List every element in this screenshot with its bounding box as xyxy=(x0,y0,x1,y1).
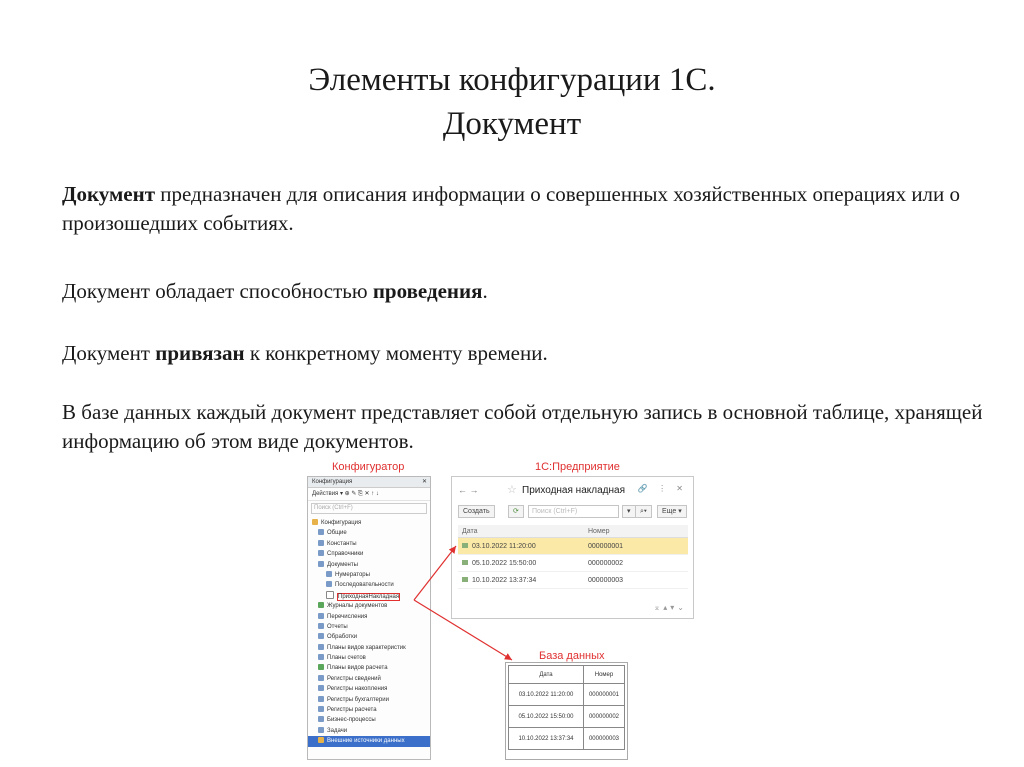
tree-item-label: Справочники xyxy=(327,551,364,558)
tree-item-label: Конфигурация xyxy=(321,520,362,526)
search-input[interactable]: Поиск (Ctrl+F) xyxy=(528,505,619,518)
tree-item-label: Обработки xyxy=(327,634,358,641)
tree-item-label: Регистры сведений xyxy=(327,675,381,682)
tree-item-label: Нумераторы xyxy=(335,571,370,578)
star-icon[interactable]: ☆ xyxy=(507,484,517,496)
db-cell-number: 000000002 xyxy=(584,706,625,728)
search-button[interactable]: ⌕▾ xyxy=(635,505,652,518)
tree-item-label: Планы видов расчета xyxy=(327,665,388,672)
tree-item-label: Задачи xyxy=(327,727,348,734)
column-header-date[interactable]: Дата xyxy=(458,525,584,538)
db-column-number: Номер xyxy=(584,666,625,684)
tree-item-label: Регистры расчета xyxy=(327,707,377,714)
bold-term: привязан xyxy=(155,341,245,365)
tree-item-label: Документы xyxy=(327,561,358,568)
caption-configurator: Конфигуратор xyxy=(332,461,405,473)
tree-item-label: ПриходнаяНакладная xyxy=(338,593,400,600)
arrow-to-enterprise xyxy=(414,546,456,600)
nav-arrows-icon[interactable]: ← → xyxy=(458,485,479,495)
configurator-search-input[interactable]: Поиск (Ctrl+F) xyxy=(311,503,427,514)
cell-number: 000000001 xyxy=(584,538,688,555)
db-cell-date: 05.10.2022 15:50:00 xyxy=(509,706,584,728)
paragraph-text: Документ xyxy=(62,341,156,365)
paragraph-text: предназначен для описания информации о совершенных хозяйственных операциях или о произошедших событиях. xyxy=(62,182,961,235)
tree-item-label: Внешние источники данных xyxy=(327,738,405,745)
title-line-1: Элементы конфигурации 1С. xyxy=(308,62,716,98)
tree-item-label: Планы счетов xyxy=(327,655,366,662)
db-cell-date: 10.10.2022 13:37:34 xyxy=(509,728,584,750)
tree-item-label: Константы xyxy=(327,540,357,547)
db-cell-number: 000000001 xyxy=(584,684,625,706)
date-text: 05.10.2022 15:50:00 xyxy=(472,559,537,567)
create-button[interactable]: Создать xyxy=(458,505,495,518)
tree-item-label: Журналы документов xyxy=(327,603,388,610)
bold-term: проведения xyxy=(372,279,483,303)
cell-number: 000000003 xyxy=(584,572,688,589)
tree-item-label: Регистры накопления xyxy=(327,686,388,693)
scroll-arrows-icon[interactable]: ⌅▴▾⌄ xyxy=(653,603,687,612)
db-cell-number: 000000003 xyxy=(584,728,625,750)
tree-item-label: Отчеты xyxy=(327,623,348,630)
caption-database: База данных xyxy=(539,650,605,662)
cell-number: 000000002 xyxy=(584,555,688,572)
paragraph-database: В базе данных каждый документ представляет собой отдельную запись в основной таблице, хранящей информацию об этом виде документов. xyxy=(62,400,983,453)
column-header-number[interactable]: Номер xyxy=(584,525,688,538)
paragraph-text: Документ обладает способностью xyxy=(62,279,373,303)
db-column-date: Дата xyxy=(509,666,584,684)
tree-item-label: Последовательности xyxy=(335,582,394,589)
tree-item-label: Регистры бухгалтерии xyxy=(327,696,389,703)
configurator-toolbar[interactable]: Действия ▾ ⊕ ✎ ⎘ ✕ ↑ ↓ xyxy=(308,488,430,501)
more-button[interactable]: Еще ▾ xyxy=(657,505,687,518)
tree-item-label: Перечисления xyxy=(327,613,368,620)
search-options-icon[interactable]: ▾ xyxy=(622,505,636,518)
tree-item-label: Бизнес-процессы xyxy=(327,717,376,724)
window-title: Приходная накладная xyxy=(522,485,625,496)
date-text: 10.10.2022 13:37:34 xyxy=(472,576,537,584)
date-text: 03.10.2022 11:20:00 xyxy=(472,542,536,550)
tree-item-label: Планы видов характеристик xyxy=(327,644,406,651)
title-line-2: Документ xyxy=(442,106,582,142)
refresh-icon[interactable]: ⟳ xyxy=(508,505,524,518)
paragraph-text: . xyxy=(482,279,488,303)
paragraph-text: к конкретному моменту времени. xyxy=(244,341,548,365)
caption-enterprise: 1С:Предприятие xyxy=(535,461,620,473)
db-cell-date: 03.10.2022 11:20:00 xyxy=(509,684,584,706)
configurator-header-label: Конфигурация xyxy=(312,479,353,485)
bold-term: Документ xyxy=(62,182,156,206)
close-icon[interactable]: ✕ xyxy=(421,479,427,485)
tree-item-label: Общие xyxy=(327,530,347,537)
window-controls[interactable]: 🔗 ⋮ ✕ xyxy=(637,484,687,493)
arrow-to-database xyxy=(414,600,512,660)
